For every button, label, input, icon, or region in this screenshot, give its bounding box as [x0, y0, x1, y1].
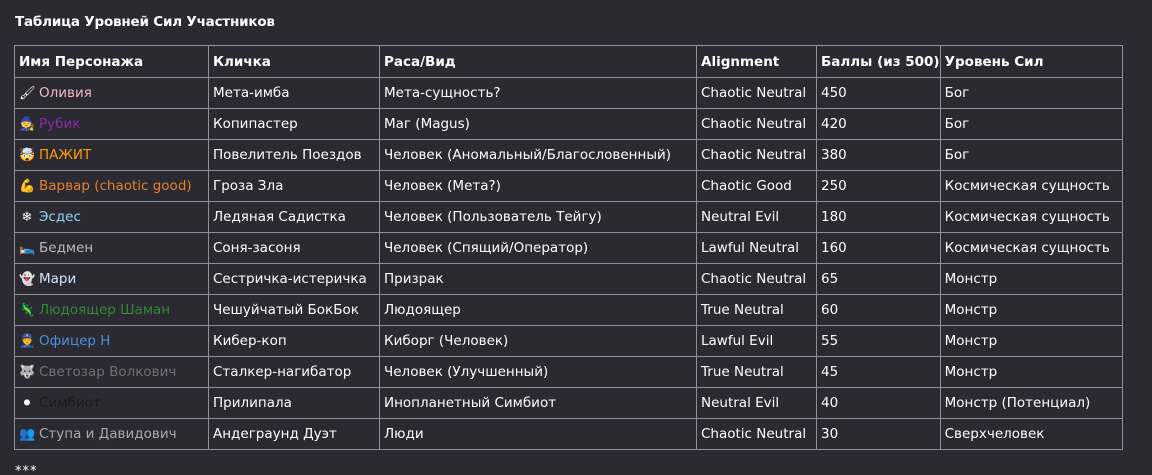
cell-power-level: Монстр	[940, 326, 1122, 357]
character-name: Ступа и Давидович	[39, 426, 177, 442]
cell-alignment: Chaotic Good	[697, 171, 817, 202]
cell-alignment: Chaotic Neutral	[697, 419, 817, 450]
cell-alignment: Chaotic Neutral	[697, 140, 817, 171]
cell-nickname: Повелитель Поездов	[209, 140, 380, 171]
character-name: Офицер Н	[39, 333, 111, 349]
cell-score: 250	[817, 171, 941, 202]
table-header-row	[15, 46, 1123, 78]
cell-nickname: Андеграунд Дуэт	[209, 419, 380, 450]
table-row	[15, 326, 1123, 357]
cell-score: 160	[817, 233, 941, 264]
cell-power-level: Бог	[940, 78, 1122, 109]
cell-score: 380	[817, 140, 941, 171]
ghost-icon: 👻	[19, 272, 36, 287]
cell-score: 60	[817, 295, 941, 326]
table-row	[15, 109, 1123, 140]
cell-character-name	[15, 419, 209, 450]
bed-icon: 🛌	[19, 241, 36, 256]
cell-power-level: Сверхчеловек	[940, 419, 1122, 450]
character-name: Рубик	[39, 116, 81, 132]
cell-race: Человек (Спящий/Оператор)	[380, 233, 697, 264]
cell-alignment: Lawful Neutral	[697, 233, 817, 264]
character-name: Оливия	[39, 85, 92, 101]
character-name: Симбиот	[39, 395, 101, 411]
cell-score: 55	[817, 326, 941, 357]
cell-nickname: Сестричка-истеричка	[209, 264, 380, 295]
cell-score: 65	[817, 264, 941, 295]
cell-character-name	[15, 233, 209, 264]
cell-character-name	[15, 326, 209, 357]
cell-character-name	[15, 78, 209, 109]
cell-character-name	[15, 140, 209, 171]
cell-power-level: Бог	[940, 109, 1122, 140]
table-row	[15, 233, 1123, 264]
cell-nickname: Копипастер	[209, 109, 380, 140]
cell-race: Людоящер	[380, 295, 697, 326]
lizard-icon: 🦎	[19, 303, 36, 318]
flexed-biceps-icon: 💪	[19, 179, 36, 194]
cell-nickname: Сталкер-нагибатор	[209, 357, 380, 388]
cell-race: Человек (Улучшенный)	[380, 357, 697, 388]
cell-power-level: Космическая сущность	[940, 233, 1122, 264]
paintbrush-icon: 🖌	[19, 86, 36, 101]
cell-alignment: Chaotic Neutral	[697, 78, 817, 109]
cell-score: 30	[817, 419, 941, 450]
cell-character-name	[15, 357, 209, 388]
character-name: Эсдес	[39, 209, 81, 225]
cell-race: Мета-сущность?	[380, 78, 697, 109]
police-officer-icon: 👮	[19, 334, 36, 349]
cell-power-level: Космическая сущность	[940, 171, 1122, 202]
table-row	[15, 171, 1123, 202]
cell-nickname: Гроза Зла	[209, 171, 380, 202]
character-name: Варвар (chaotic good)	[39, 178, 192, 194]
cell-power-level: Монстр	[940, 264, 1122, 295]
cell-race: Киборг (Человек)	[380, 326, 697, 357]
cell-score: 450	[817, 78, 941, 109]
cell-nickname: Прилипала	[209, 388, 380, 419]
cell-race: Призрак	[380, 264, 697, 295]
cell-race: Человек (Мета?)	[380, 171, 697, 202]
character-name: Светозар Волкович	[39, 364, 177, 380]
column-header-race: Раса/Вид	[380, 46, 697, 78]
table-row	[15, 202, 1123, 233]
cell-race: Люди	[380, 419, 697, 450]
character-name: ПАЖИТ	[39, 147, 92, 163]
table-row	[15, 295, 1123, 326]
cell-power-level: Космическая сущность	[940, 202, 1122, 233]
cell-character-name	[15, 295, 209, 326]
page-title: Таблица Уровней Сил Участников	[15, 14, 275, 30]
table-row	[15, 419, 1123, 450]
column-header-nickname: Кличка	[209, 46, 380, 78]
cell-nickname: Мета-имба	[209, 78, 380, 109]
cell-score: 180	[817, 202, 941, 233]
cell-power-level: Монстр	[940, 295, 1122, 326]
mage-icon: 🧙	[19, 117, 36, 132]
cell-character-name	[15, 388, 209, 419]
cell-score: 40	[817, 388, 941, 419]
cell-nickname: Соня-засоня	[209, 233, 380, 264]
cell-alignment: Chaotic Neutral	[697, 109, 817, 140]
exploding-head-icon: 🤯	[19, 148, 36, 163]
cell-alignment: True Neutral	[697, 295, 817, 326]
table-body	[15, 78, 1123, 450]
cell-character-name	[15, 202, 209, 233]
table-row	[15, 388, 1123, 419]
cell-alignment: Lawful Evil	[697, 326, 817, 357]
character-name: Людоящер Шаман	[39, 302, 171, 318]
cell-race: Человек (Аномальный/Благословенный)	[380, 140, 697, 171]
column-header-score: Баллы (из 500)	[817, 46, 941, 78]
cell-race: Маг (Magus)	[380, 109, 697, 140]
cell-character-name	[15, 171, 209, 202]
cell-power-level: Монстр	[940, 357, 1122, 388]
table-row	[15, 140, 1123, 171]
cell-alignment: Neutral Evil	[697, 202, 817, 233]
cell-power-level: Монстр (Потенциал)	[940, 388, 1122, 419]
footer-separator: ***	[15, 464, 38, 475]
column-header-name: Имя Персонажа	[15, 46, 209, 78]
cell-nickname: Ледяная Садистка	[209, 202, 380, 233]
cell-alignment: Chaotic Neutral	[697, 264, 817, 295]
power-levels-table	[14, 45, 1123, 450]
two-people-icon: 👥	[19, 427, 36, 442]
wolf-icon: 🐺	[19, 365, 36, 380]
cell-character-name	[15, 264, 209, 295]
cell-score: 420	[817, 109, 941, 140]
cell-alignment: Neutral Evil	[697, 388, 817, 419]
cell-race: Инопланетный Симбиот	[380, 388, 697, 419]
snowflake-icon: ❄	[21, 210, 33, 225]
table-row	[15, 357, 1123, 388]
cell-character-name	[15, 109, 209, 140]
cell-race: Человек (Пользователь Тейгу)	[380, 202, 697, 233]
cell-nickname: Чешуйчатый БокБок	[209, 295, 380, 326]
cell-power-level: Бог	[940, 140, 1122, 171]
column-header-level: Уровень Сил	[940, 46, 1122, 78]
table-row	[15, 264, 1123, 295]
character-name: Мари	[39, 271, 77, 287]
cell-score: 45	[817, 357, 941, 388]
table-row	[15, 78, 1123, 109]
cell-alignment: True Neutral	[697, 357, 817, 388]
cell-nickname: Кибер-коп	[209, 326, 380, 357]
black-circle-icon: ⚫	[21, 396, 33, 411]
character-name: Бедмен	[39, 240, 94, 256]
column-header-alignment: Alignment	[697, 46, 817, 78]
